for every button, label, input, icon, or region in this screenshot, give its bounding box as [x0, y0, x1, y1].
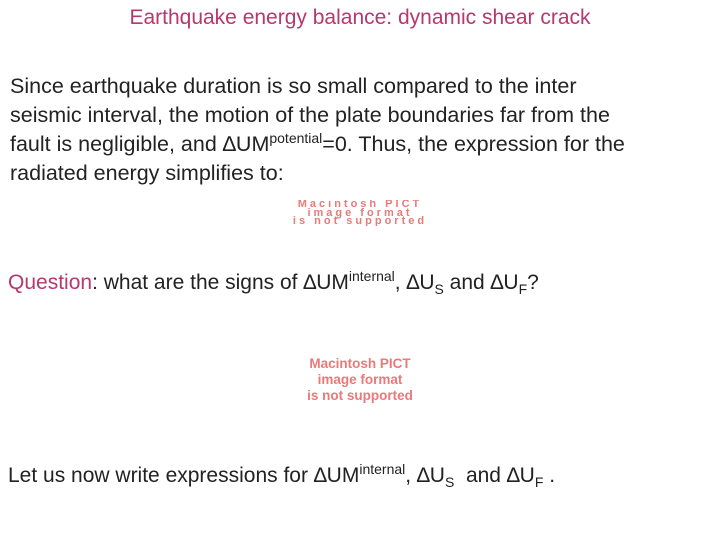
question-delta-um: ∆UM: [303, 271, 349, 294]
question-s-subscript: S: [434, 281, 444, 298]
paragraph-line-3-post: =0. Thus, the expression for the: [322, 132, 625, 156]
question-f-subscript: F: [518, 281, 528, 298]
final-sep-1: ,: [405, 464, 417, 487]
final-text: Let us now write expressions for: [8, 464, 314, 487]
potential-superscript: potential: [269, 129, 323, 146]
question-sep-1: ,: [394, 271, 407, 294]
intro-paragraph: [10, 72, 710, 188]
question-line: [8, 268, 539, 298]
pict-line-2: image format: [307, 206, 413, 219]
pict-big-line-2: image format: [317, 372, 403, 387]
paragraph-line-3-pre: fault is negligible, and: [10, 132, 223, 156]
pict-big-line-1: Macintosh PICT: [309, 356, 411, 371]
final-internal-superscript: internal: [359, 461, 406, 477]
final-sep-2: and: [454, 464, 507, 487]
unsupported-image-placeholder-large: [288, 356, 432, 408]
pict-line-3: is not supported: [292, 215, 428, 226]
question-text: : what are the signs of: [92, 271, 304, 294]
slide-title: Earthquake energy balance: dynamic shear crack: [129, 6, 591, 29]
final-f-subscript: F: [534, 474, 544, 491]
unsupported-image-placeholder-small: [208, 200, 512, 226]
question-internal-superscript: internal: [348, 268, 395, 284]
pict-line-1: Macintosh PICT: [297, 200, 423, 210]
question-label: Question: [8, 271, 93, 294]
final-line: [8, 461, 556, 491]
question-sep-2: and: [443, 271, 491, 294]
final-delta-u-f: ∆U: [506, 464, 535, 487]
final-delta-um: ∆UM: [313, 464, 360, 487]
question-delta-u-s: ∆U: [406, 271, 435, 294]
delta-um-symbol: ∆UM: [222, 132, 270, 156]
question-delta-u-f: ∆U: [490, 271, 519, 294]
paragraph-line-1: Since earthquake duration is so small compared to the inter: [10, 74, 577, 98]
paragraph-line-2: seismic interval, the motion of the plate boundaries far from the: [10, 103, 610, 127]
final-s-subscript: S: [444, 474, 455, 491]
paragraph-line-4: radiated energy simplifies to:: [10, 161, 284, 185]
pict-big-line-3: is not supported: [307, 388, 413, 403]
final-period: .: [543, 464, 556, 487]
paragraph-line-3: [10, 130, 710, 159]
question-mark: ?: [527, 271, 539, 294]
final-delta-u-s: ∆U: [416, 464, 445, 487]
